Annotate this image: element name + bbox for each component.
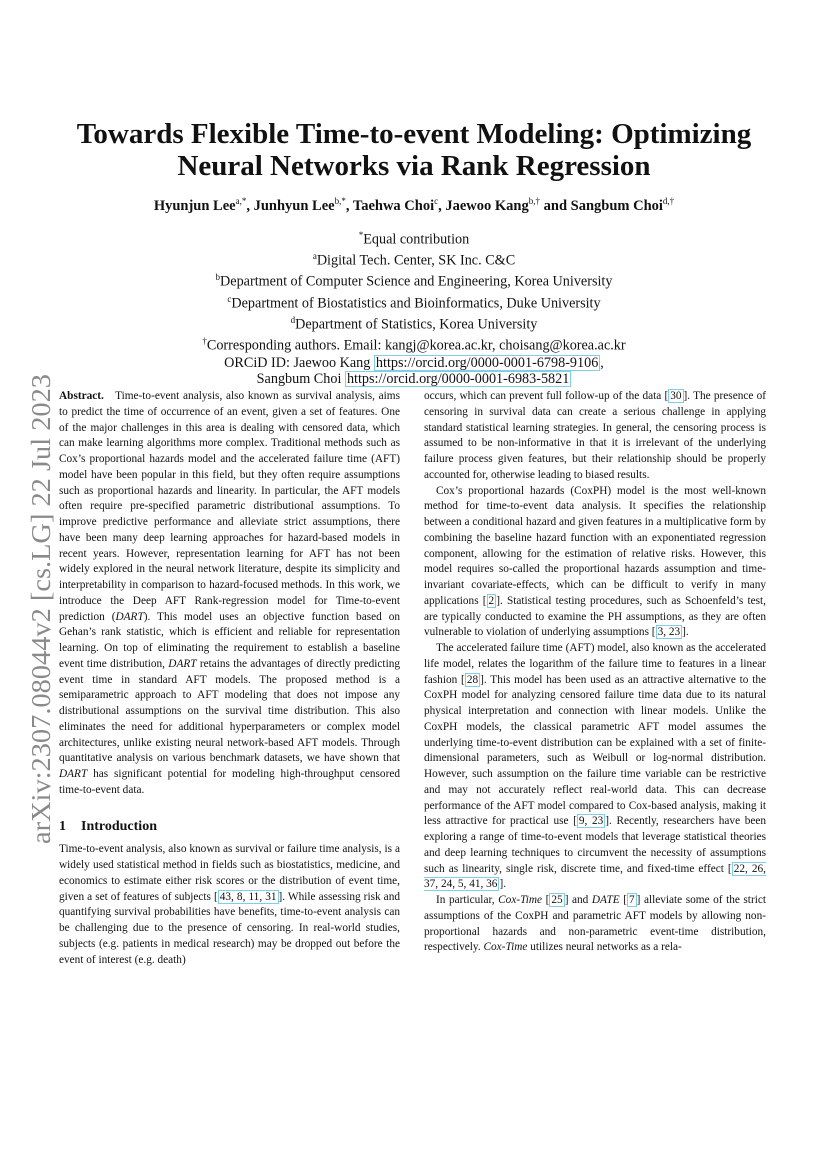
orcid-link-choi[interactable]: https://orcid.org/0000-0001-6983-5821 (346, 371, 570, 388)
body-paragraph (424, 484, 766, 642)
orcid-prefix: ORCiD ID: Jaewoo Kang (224, 354, 374, 371)
paragraph-text: ]. (499, 878, 507, 891)
title-line-1: Towards Flexible Time-to-event Modeling: Optimizing (76, 118, 752, 150)
citation-link[interactable]: 9, 23 (578, 815, 604, 828)
paragraph-text: In particular, (436, 894, 499, 906)
affiliations (0, 227, 828, 388)
body-paragraph (424, 389, 766, 484)
affil-b (0, 269, 828, 290)
affil-text: Department of Statistics, Korea University (295, 316, 538, 333)
paragraph-text: ]. (682, 626, 689, 639)
orcid-separator: , (600, 354, 604, 371)
abstract-text: Time-to-event analysis, also known as survival analysis, aims to predict the time of occurrence of an event, given a set of features. One of the major challenges in this area is dealing with censored data, which can make learning algorithms more complex. Traditional methods such as Cox’s proportional hazards model and the accelerated failure time (AFT) model have been popular in this field, but they often require assumptions such as proportional hazards and linearity. In particular, the AFT models often require pre-specified parametric distributional assumptions. To improve predictive performance and alleviate strict assumptions, there have been many deep learning approaches for hazard-based models in recent years. However, representation learning for AFT has not been widely explored in the neural network literature, despite its simplicity and interpretability in comparison to hazard-focused methods. In this work, we introduce the Deep AFT Rank-regression model for Time-to-event prediction ( (59, 390, 400, 623)
abstract-text: has significant potential for modeling high-throughput censored time-to-event data. (59, 768, 400, 796)
method-name: DATE (591, 894, 620, 906)
right-column (424, 389, 766, 956)
paragraph-text: ]. The presence of censoring in survival data can create a serious challenge in applying standard statistical learning strategies. In general, the censoring process is assumed to be non-informative in that it is irrelevant of the underlying failure process given features, but their relationship should be properly accounted for, otherwise leading to biased results. (424, 390, 766, 481)
left-column (59, 389, 400, 968)
author-name: Junhyun Lee (253, 197, 335, 214)
paragraph-text: ]. Recently, researchers have been exploring a range of time-to-event models that leverage statistical theories and deep learning techniques to circumvent the necessity of assumptions such as linearity, single risk, discrete time, and fixed-time effect [ (424, 815, 767, 875)
intro-paragraph (59, 842, 400, 968)
author-sup: c (434, 196, 439, 206)
abstract-dart: DART (59, 768, 88, 780)
author-separator: , (345, 197, 353, 214)
affil-sup: d (290, 315, 296, 326)
affil-corresponding (0, 333, 828, 354)
affil-a (0, 248, 828, 269)
citation-link[interactable]: 28 (466, 673, 479, 686)
author-name: Sangbum Choi (570, 197, 663, 214)
section-heading-introduction (59, 819, 400, 835)
affil-text: Department of Computer Science and Engineering, Korea University (220, 274, 613, 291)
paper-title (0, 118, 828, 182)
section-title: Introduction (81, 818, 157, 834)
affil-d (0, 312, 828, 333)
paragraph-text: [ (542, 894, 550, 906)
author-separator: and (540, 197, 571, 214)
paragraph-text: ]. Statistical testing procedures, such as Schoenfeld’s test, are typically conducted to examine the PH assumptions, as they are often vulnerable to violation of underlying assumptions [ (424, 594, 766, 639)
author-name: Jaewoo Kang (445, 197, 529, 214)
citation-link[interactable]: 25 (551, 894, 563, 906)
paragraph-text: ] alleviate some of the strict assumptions of the CoxPH and parametric AFT models by allowing non-proportional hazards and non-parametric event-time distribution, respectively. (424, 894, 766, 954)
paragraph-text: Time-to-event analysis, also known as survival or failure time analysis, is a widely used statistical method in fields such as biostatistics, medicine, and economics to estimate either risk scores or the distribution of event time, given a set of features of subjects [ (59, 843, 400, 903)
body-paragraph (424, 641, 766, 893)
affil-sup: * (358, 229, 364, 240)
paragraph-text: occurs, which can prevent full follow-up of the data [ (424, 390, 669, 402)
author-sup: d,† (662, 196, 675, 206)
affil-text: Equal contribution (363, 231, 470, 248)
author-sup: b,* (334, 196, 346, 206)
abstract-dart: DART (115, 610, 144, 623)
affil-sup: b (215, 272, 221, 283)
affil-sup: a (312, 251, 317, 262)
paragraph-text: utilizes neural networks as a rela- (527, 941, 682, 954)
abstract (59, 389, 400, 799)
title-line-2: Neural Networks via Rank Regression (177, 150, 651, 182)
affil-text: Department of Biostatistics and Bioinformatics, Duke University (231, 295, 601, 312)
citation-link[interactable]: 43, 8, 11, 31 (219, 890, 277, 903)
section-number: 1 (59, 818, 66, 834)
abstract-dart: DART (168, 657, 197, 670)
orcid-prefix: Sangbum Choi (256, 371, 345, 388)
orcid-line-choi (0, 371, 828, 388)
affil-text: Corresponding authors. Email: kangj@korea.ac.kr, choisang@korea.ac.kr (206, 338, 626, 355)
body-paragraph (424, 893, 766, 956)
paragraph-text: [ (619, 894, 627, 906)
citation-link[interactable]: 2 (488, 594, 495, 607)
orcid-line-kang (0, 355, 828, 372)
affil-sup: c (227, 293, 232, 304)
affil-equal (0, 227, 828, 248)
paragraph-text: Cox’s proportional hazards (CoxPH) model is the most well-known method for time-to-event data analysis. It specifies the relationship between a conditional hazard and given features in a multiplicative form by combining the baseline hazard function with an exponentiated regression component, allowing for the estimation of relative risks. However, this model requires so-called the proportional hazards assumption and time-invariant covariate-effects, which can be difficult to verify in many applications [ (424, 484, 766, 607)
abstract-text: retains the advantages of directly predicting event time in standard AFT models. The proposed method is a semiparametric approach to AFT modeling that does not impose any distributional assumptions on the survival time distribution. This also eliminates the need for additional hyperparameters or complex model architectures, unlike existing neural network-based AFT models. Through quantitative analysis on various benchmark datasets, we have shown that (59, 657, 401, 765)
citation-link[interactable]: 30 (670, 390, 682, 402)
abstract-text: ). This model uses an objective function based on Gehan’s rank statistic, which is efficient and reliable for representation learning. On top of eliminating the requirement to establish a baseline event time distribution, (59, 610, 400, 670)
citation-link[interactable]: 7 (628, 894, 635, 906)
author-sup: a,* (235, 196, 247, 206)
affil-c (0, 291, 828, 312)
author-name: Taehwa Choi (352, 197, 435, 214)
author-separator: , (246, 197, 254, 214)
orcid-link-kang[interactable]: https://orcid.org/0000-0001-6798-9106 (375, 354, 599, 371)
method-name: Cox-Time (483, 941, 528, 954)
citation-link[interactable]: 3, 23 (657, 626, 681, 639)
paragraph-text: ] and (564, 894, 592, 906)
paragraph-text: The accelerated failure time (AFT) model, also known as the accelerated life model, relates the logarithm of the failure time to features in a linear fashion [ (424, 642, 766, 686)
author-separator: , (438, 197, 446, 214)
title-block (0, 118, 828, 388)
arxiv-stamp (20, 372, 60, 844)
abstract-label: Abstract. (59, 390, 104, 402)
author-sup: b,† (528, 196, 540, 206)
method-name: Cox-Time (498, 894, 543, 906)
paragraph-text: ]. This model has been used as an attractive alternative to the CoxPH model for analyzing censored failure time data due to its natural physical interpretation and connection with linear models. Unlike the CoxPH models, the classical parametric AFT model assumes the underlying time-to-event distribution can be explained with a set of finite-dimensional parameters, such as Weibull or log-normal distribution. However, such assumption on the failure time variable can be restrictive and may not accurately reflect real-world data. This can decrease performance of the AFT model compared to Cox-based analysis, making it less attractive for practical use [ (424, 673, 767, 828)
author-list (0, 196, 828, 215)
arxiv-stamp-text: arXiv:2307.08044v2 [cs.LG] 22 Jul 2023 (26, 397, 56, 844)
affil-text: Digital Tech. Center, SK Inc. C&C (316, 252, 516, 269)
citation-link[interactable]: 22, 26, 37, 24, 5, 41, 36 (424, 862, 766, 891)
paragraph-text: ]. While assessing risk and quantifying survival probabilities have benefits, time-to-event analysis can be challenging due to the presence of censoring. In real-world studies, subjects (e.g. patients in medical research) may be dropped out before the event of interest (e.g. death) (59, 890, 400, 966)
affil-sup: † (202, 336, 207, 347)
author-name: Hyunjun Lee (153, 197, 236, 214)
